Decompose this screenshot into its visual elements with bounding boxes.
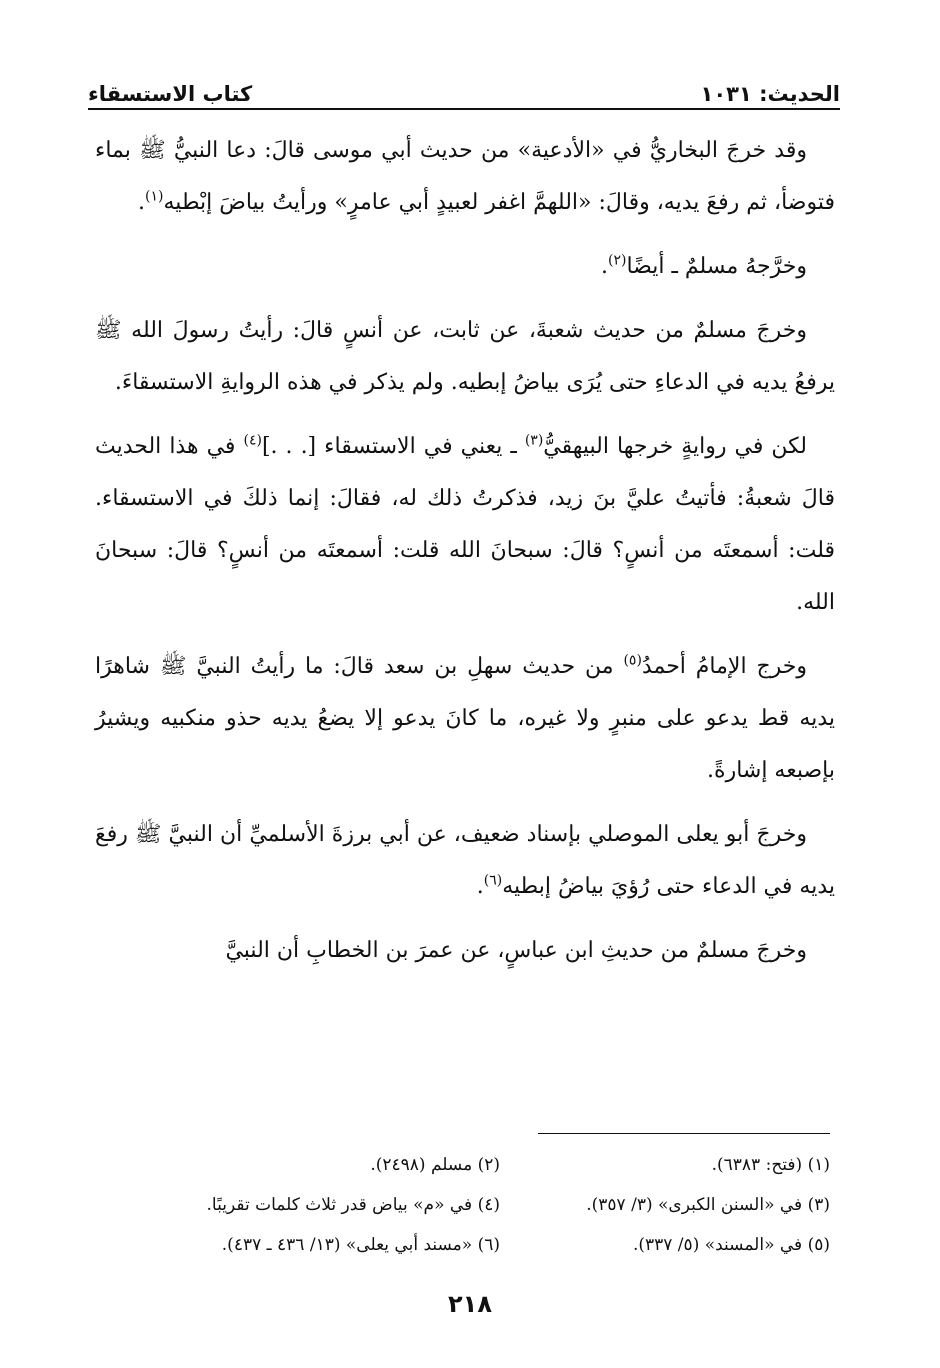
paragraph-text: لكن في روايةٍ خرجها البيهقيُّ: [543, 434, 807, 459]
paragraph-text: وخرجَ مسلمٌ من حديث شعبةَ، عن ثابت، عن أنسٍ قالَ: رأيتُ رسولَ الله ﷺ يرفعُ يديه في الدعاءِ حتى يُرَى بياضُ إبطيه. ولم يذكر في هذه الروايةِ الاستسقاءَ.: [95, 318, 835, 395]
footnote-4: (٤) في «م» بياض قدر ثلاث كلمات تقريبًا.: [206, 1195, 500, 1215]
footnote-2: (٢) مسلم (٢٤٩٨).: [370, 1155, 500, 1175]
footnote-marker: (٤): [243, 432, 262, 449]
paragraph: [95, 809, 835, 913]
paragraph-text: .: [600, 254, 608, 279]
footnote-6: (٦) «مسند أبي يعلى» (١٣/ ٤٣٦ ـ ٤٣٧).: [221, 1235, 500, 1255]
footnote-marker: (٢): [607, 252, 627, 269]
paragraph-text: من حديث سهلِ بن سعد قالَ: ما رأيتُ النبيَّ ﷺ شاهرًا يديه قط يدعو على منبرٍ ولا غيره، ما كانَ يدعو إلا يضعُ يديه حذو منكبيه ويشيرُ بإصبعه إشارةً.: [95, 654, 835, 783]
header-book-title: كتاب الاستسقاء: [88, 82, 253, 106]
paragraph: [95, 641, 835, 797]
page-number: ٢١٨: [448, 1290, 492, 1318]
paragraph-text: .: [476, 874, 484, 899]
paragraph-text: .: [138, 190, 146, 215]
paragraph: [95, 241, 835, 293]
paragraph-text: وخرَّجهُ مسلمٌ ـ أيضًا: [626, 254, 807, 279]
paragraph-text: ـ يعني في الاستسقاء [. . .]: [261, 434, 525, 459]
footnote-divider: [538, 1133, 830, 1134]
footnote-marker: (٦): [483, 872, 503, 889]
paragraph: [95, 125, 835, 229]
footnote-1: (١) (فتح: ٦٣٨٣).: [711, 1155, 830, 1175]
footnote-marker: (٣): [524, 432, 544, 449]
paragraph-text: وخرجَ أبو يعلى الموصلي بإسناد ضعيف، عن أبي برزةَ الأسلميِّ أن النبيَّ ﷺ رفعَ يديه في الدعاء حتى رُؤيَ بياضُ إبطيه: [95, 822, 835, 899]
main-text: [95, 125, 835, 989]
footnote-3: (٣) في «السنن الكبرى» (٣/ ٣٥٧).: [586, 1195, 830, 1215]
header-divider: [88, 108, 840, 110]
footnote-marker: (٥): [623, 652, 642, 669]
paragraph-text: وخرجَ مسلمٌ من حديثِ ابن عباسٍ، عن عمرَ بن الخطابِ أن النبيَّ: [225, 938, 807, 963]
running-header: [88, 72, 840, 106]
paragraph-text: وقد خرجَ البخاريُّ في «الأدعية» من حديث أبي موسى قالَ: دعا النبيُّ ﷺ بماء فتوضأ، ثم رفعَ يديه، وقالَ: «اللهمَّ اغفر لعبيدٍ أبي عامرٍ» ورأيتُ بياضَ إبْطيه: [95, 138, 835, 215]
paragraph: [95, 925, 835, 977]
paragraph: [95, 421, 835, 629]
footnote-5: (٥) في «المسند» (٥/ ٣٣٧).: [632, 1235, 830, 1255]
footnotes: [130, 1146, 830, 1264]
paragraph: [95, 305, 835, 409]
paragraph-text: وخرج الإمامُ أحمدُ: [641, 654, 808, 679]
header-hadith-number: الحديث: ١٠٣١: [700, 82, 840, 106]
footnote-marker: (١): [145, 188, 164, 205]
paragraph-text: في هذا الحديث قالَ شعبةُ: فأتيتُ عليَّ بنَ زيد، فذكرتُ ذلك له، فقالَ: إنما ذلكَ في الاستسقاء. قلت: أسمعتَه من أنسٍ؟ قالَ: سبحانَ الله قلت: أسمعتَه من أنسٍ؟ قالَ: سبحانَ الله.: [95, 434, 835, 615]
